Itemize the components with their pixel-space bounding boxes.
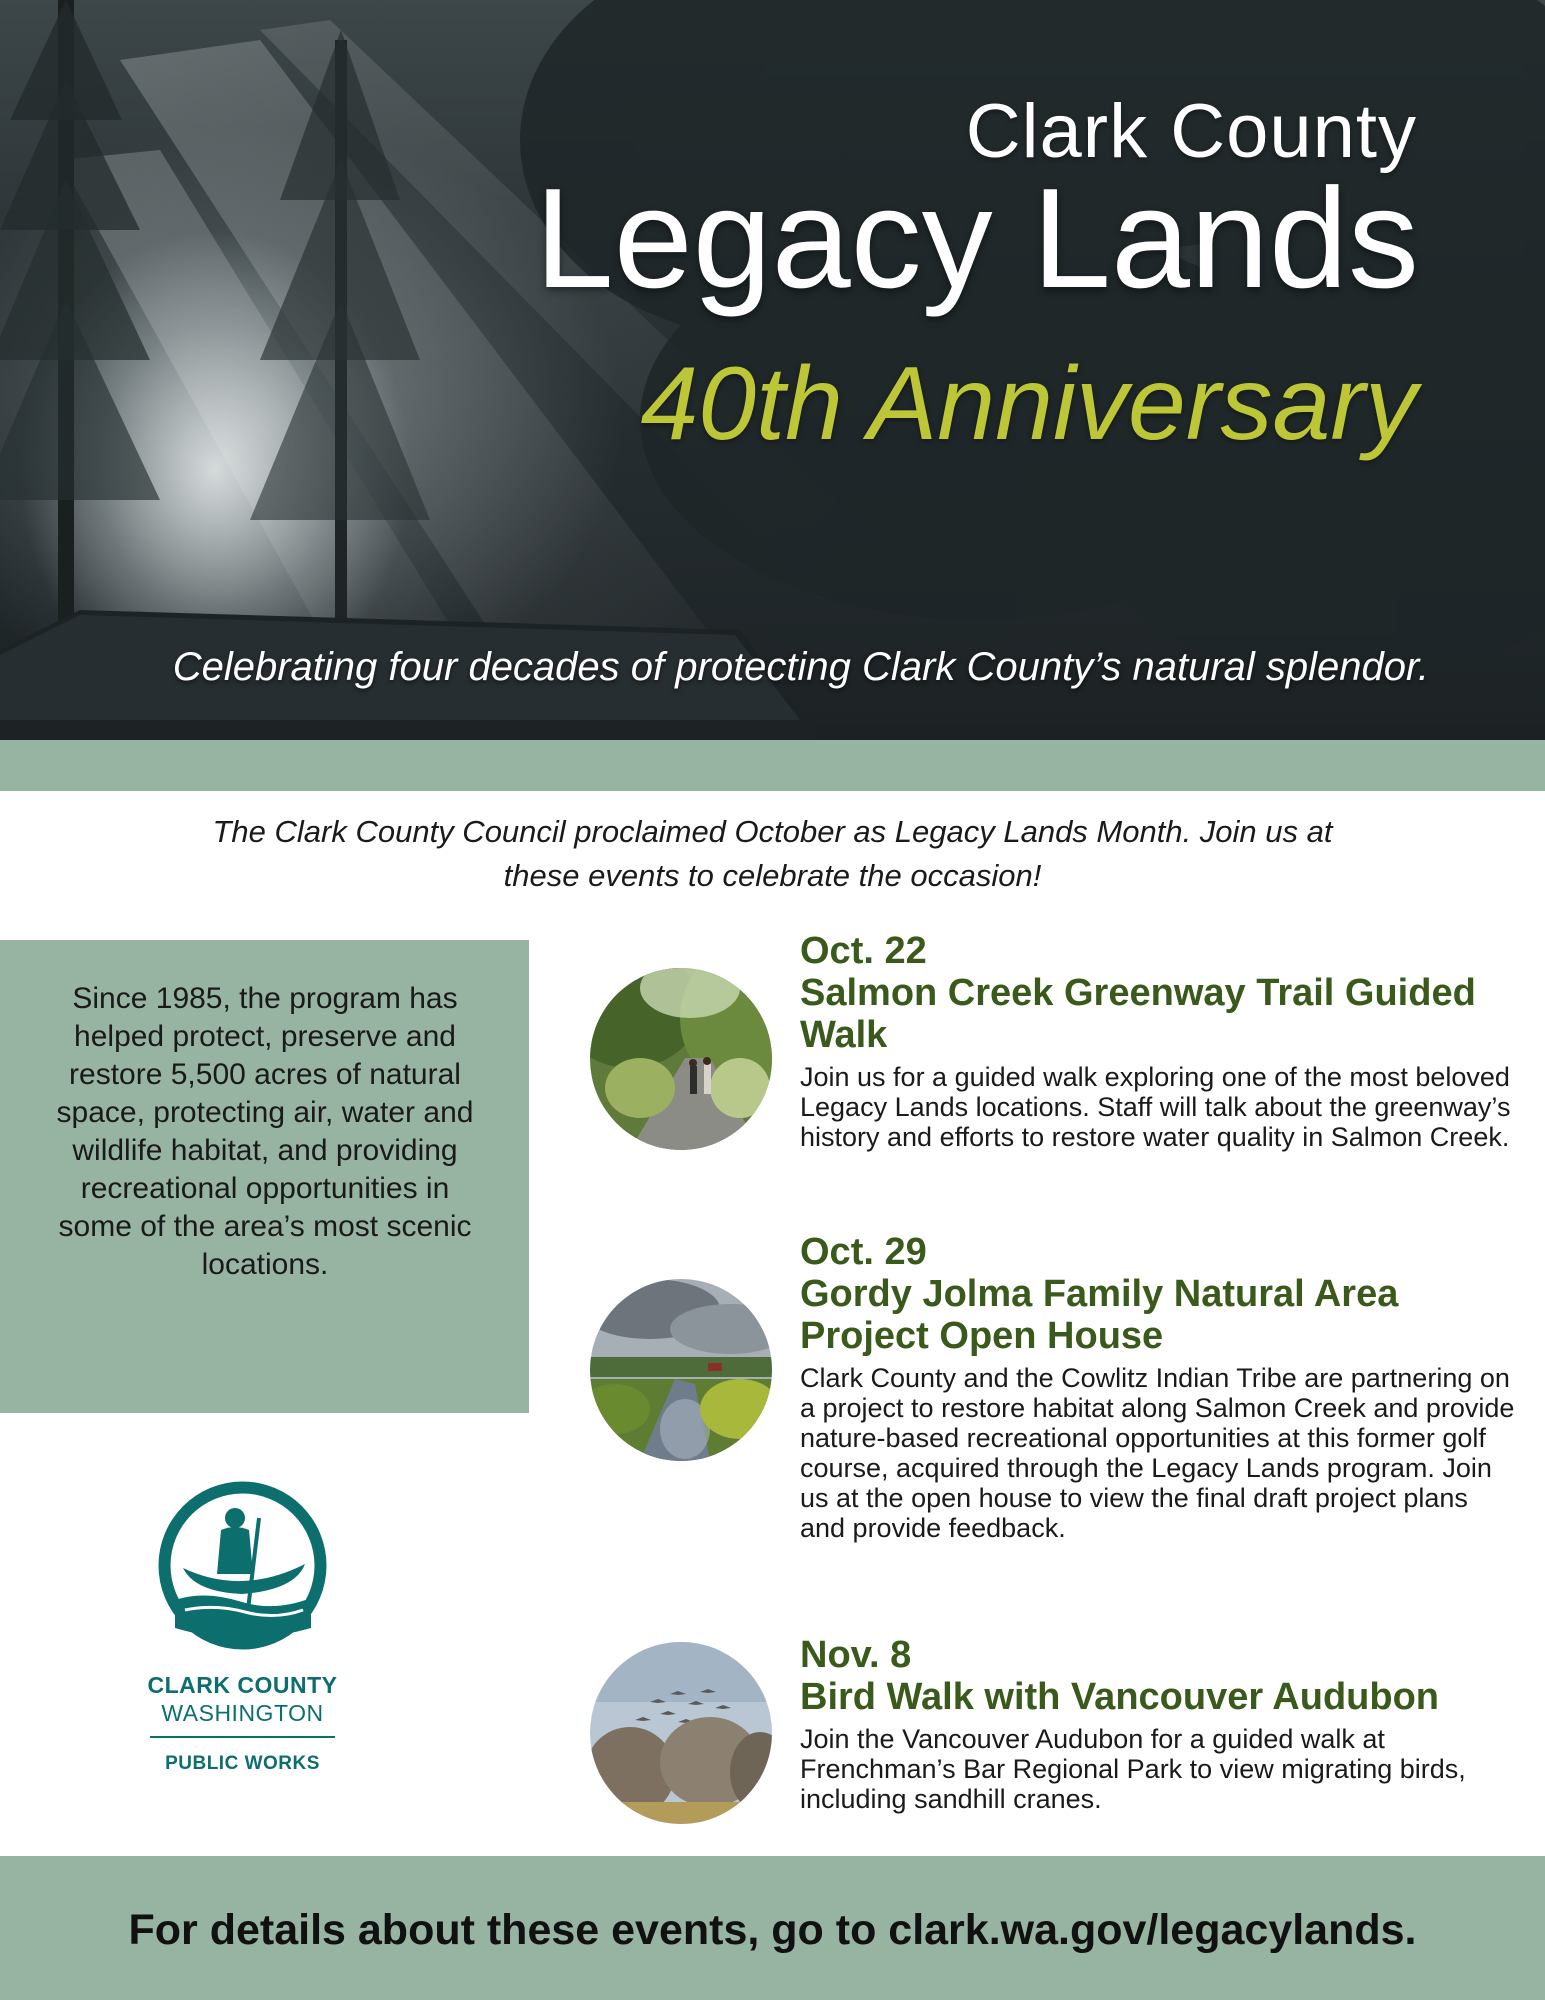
clark-county-logo — [130, 1478, 355, 1788]
footer-details-link-text: For details about these events, go to clark.wa.gov/legacylands. — [128, 1906, 1417, 1954]
event-date: Nov. 8 — [800, 1634, 912, 1676]
event-description: Clark County and the Cowlitz Indian Tribe are partnering on a project to restore habitat along Salmon Creek and provide nature-based recreational opportunities at this former golf course, acquired through the Legacy Lands program. Join us at the open house to view the final draft project plans and provide feedback. — [800, 1363, 1515, 1543]
hero-tagline: Celebrating four decades of protecting Clark County’s natural splendor. — [172, 645, 1429, 689]
event-title: Salmon Creek Greenway Trail Guided Walk — [800, 972, 1476, 1056]
event-date: Oct. 29 — [800, 1231, 927, 1273]
hero-banner — [0, 0, 1545, 740]
title-clark-county: Clark County — [965, 89, 1417, 174]
event-photo-creek — [590, 1279, 772, 1461]
about-program-box — [0, 940, 529, 1413]
intro-line: these events to celebrate the occasion! — [503, 858, 1042, 893]
logo-clark-county: CLARK COUNTY — [147, 1672, 338, 1698]
event-details — [800, 1231, 1520, 1543]
event-title: Gordy Jolma Family Natural Area Project Open House — [800, 1273, 1399, 1357]
event-title: Bird Walk with Vancouver Audubon — [800, 1676, 1440, 1718]
logo-public-works: PUBLIC WORKS — [165, 1753, 320, 1774]
event-description: Join us for a guided walk exploring one of the most beloved Legacy Lands locations. Staff will talk about the greenway’s history and efforts to restore water quality in Salmon Creek. — [800, 1062, 1511, 1152]
title-legacy-lands: Legacy Lands — [534, 159, 1419, 318]
about-program-text: Since 1985, the program has helped protect, preserve and restore 5,500 acres of natural space, protecting air, water and wildlife habitat, and providing recreational opportunities in some of the area’s most scenic locations. — [56, 982, 474, 1281]
logo-washington: WASHINGTON — [161, 1700, 324, 1726]
title-40th-anniversary: 40th Anniversary — [640, 346, 1417, 462]
divider-band — [0, 740, 1545, 791]
intro-line: The Clark County Council proclaimed October as Legacy Lands Month. Join us at — [212, 814, 1333, 849]
event-date: Oct. 22 — [800, 930, 927, 972]
event-description: Join the Vancouver Audubon for a guided walk at Frenchman’s Bar Regional Park to view migrating birds, including sandhill cranes. — [800, 1724, 1466, 1814]
event-photo-birds — [590, 1642, 772, 1824]
logo-divider — [150, 1736, 335, 1738]
footer-band — [0, 1856, 1545, 2000]
event-details — [800, 1634, 1520, 1814]
event-photo-trail — [590, 968, 772, 1150]
county-seal-icon — [155, 1478, 330, 1653]
intro-paragraph — [100, 810, 1445, 898]
event-details — [800, 930, 1520, 1152]
